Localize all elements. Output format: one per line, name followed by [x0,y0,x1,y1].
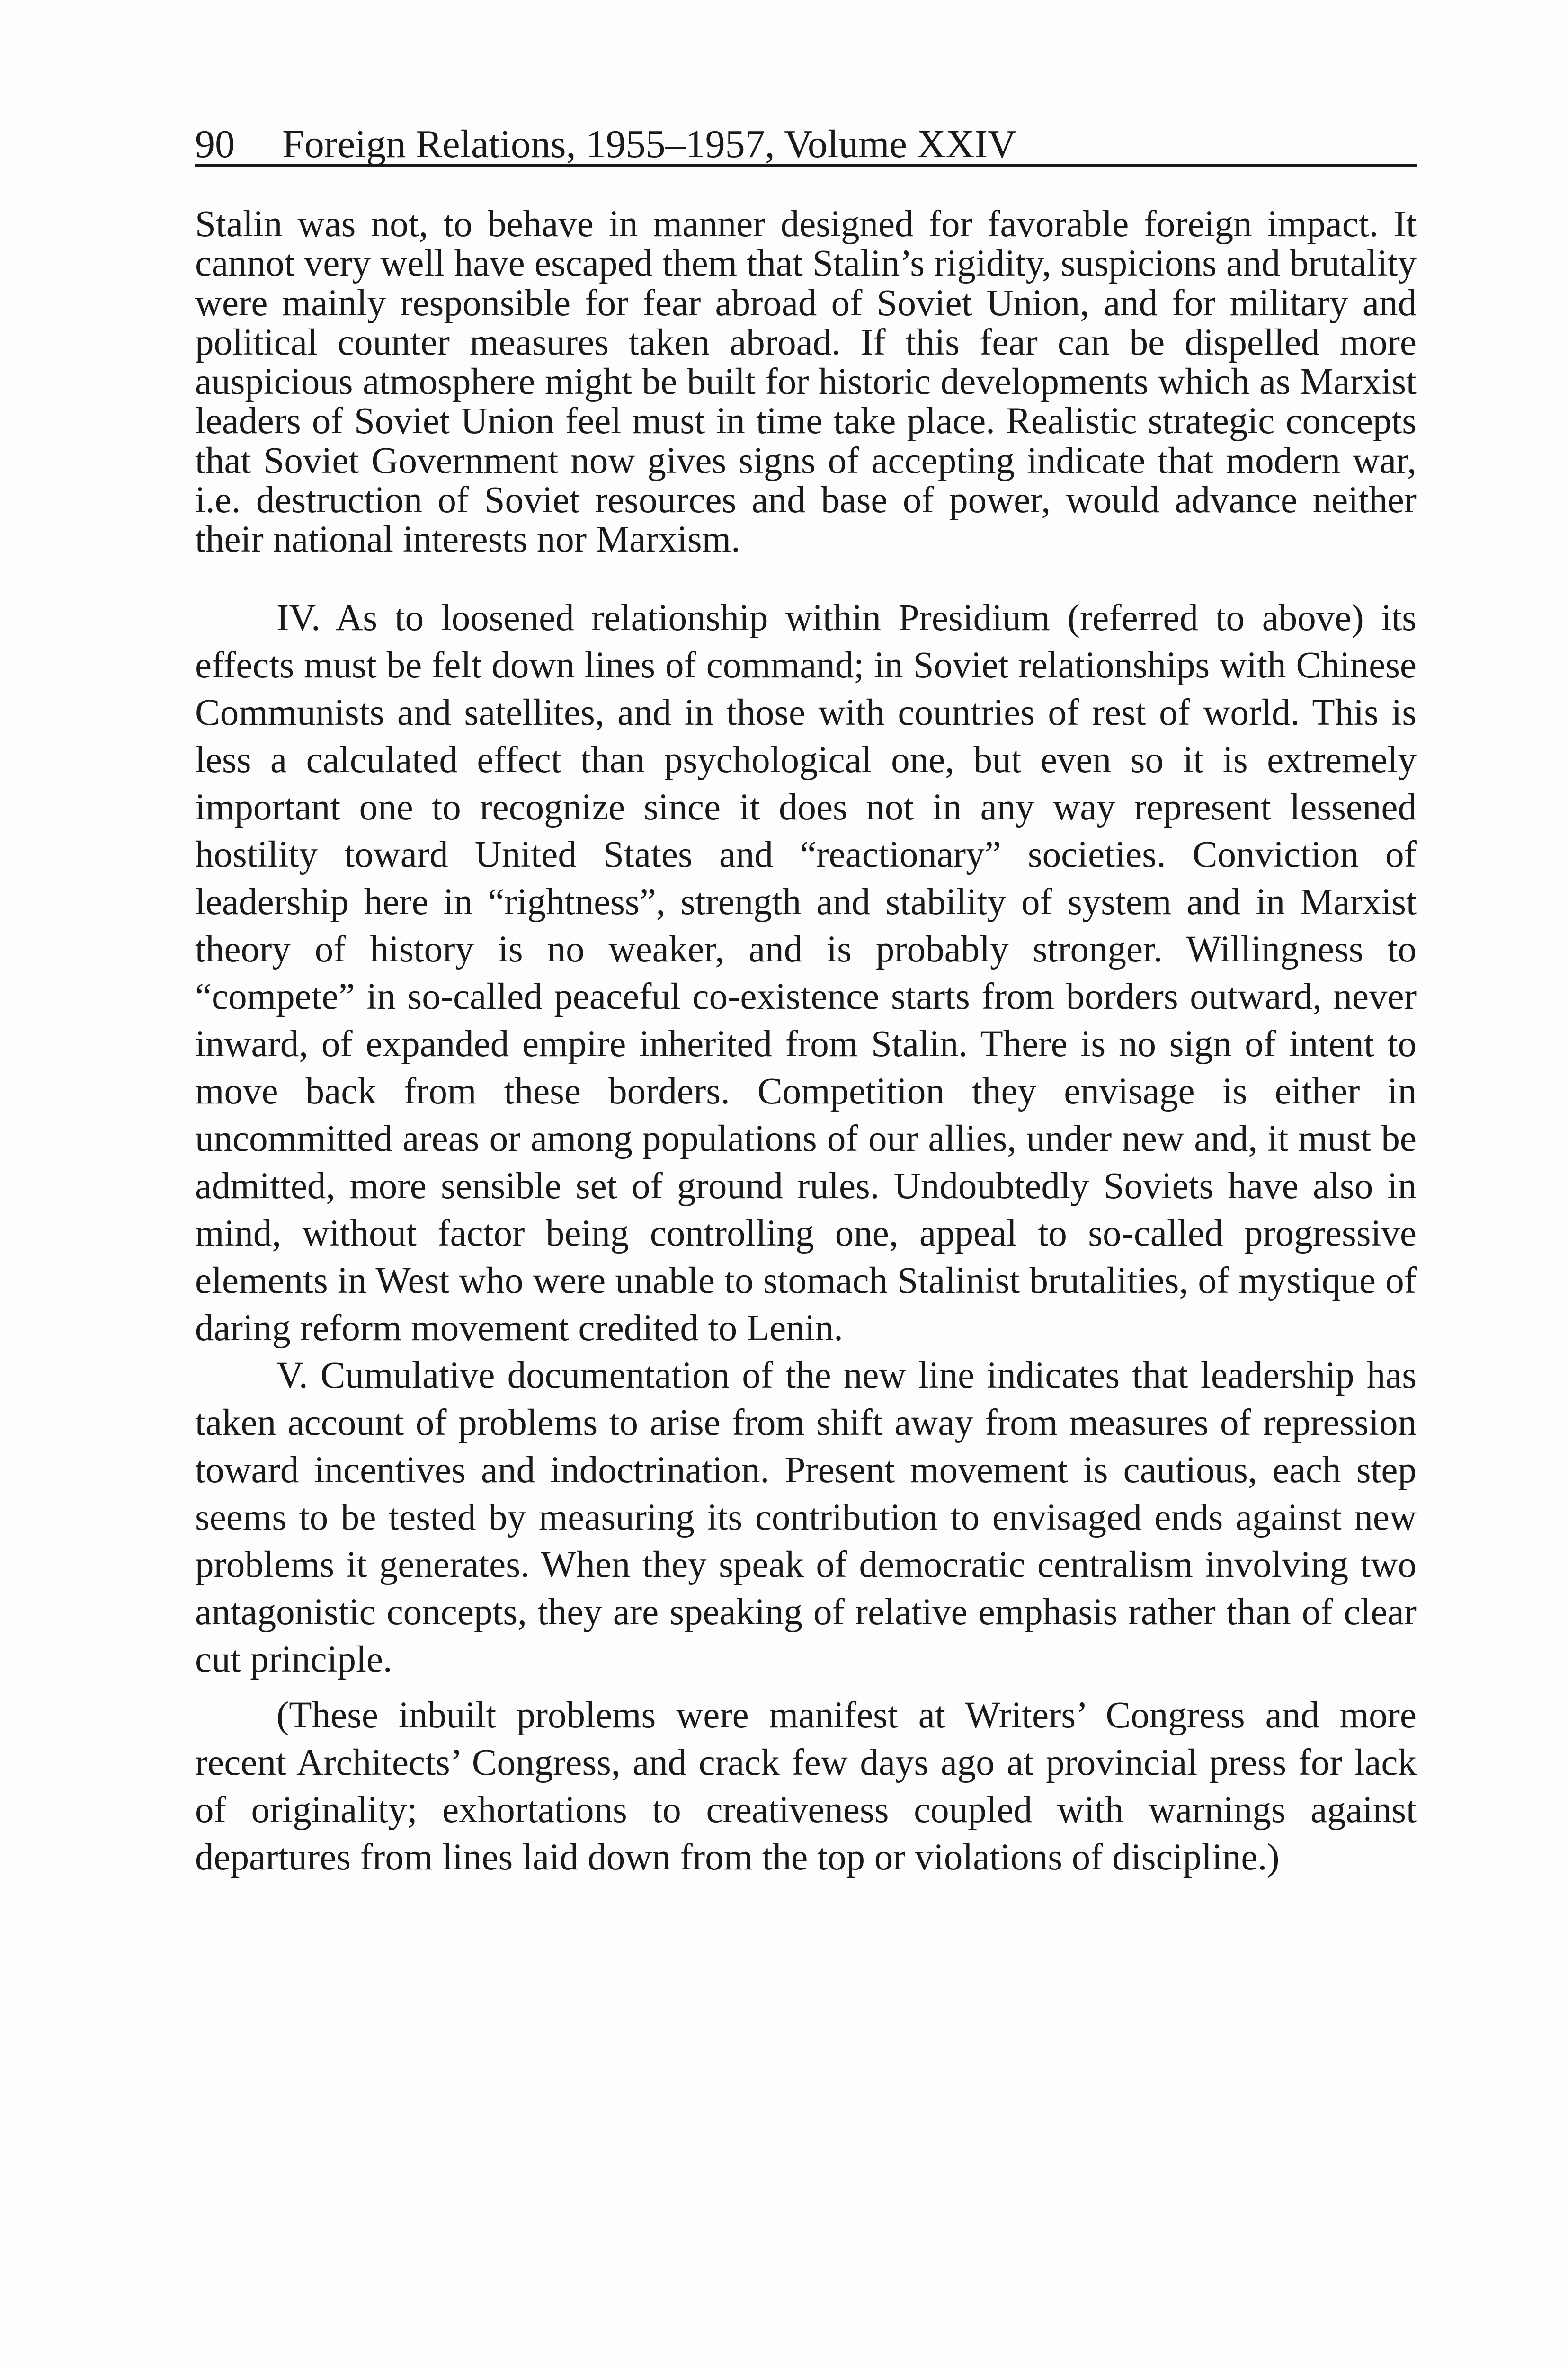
running-header [195,122,1417,167]
paragraph-parenthetical: (These inbuilt problems were manifest at Writers’ Congress and more recent Architects’ Congress, and crack few days ago at provincial press for lack of originality; exhortations to creativeness coupled with warnings against departures from lines laid down from the top or violations of discipline.) [195,1694,1417,1878]
running-title: Foreign Relations, 1955–1957, Volume XXIV [282,122,1016,166]
body-text [195,205,1417,1881]
paragraph-continuation: Stalin was not, to behave in manner designed for favorable foreign impact. It cannot very well have escaped them that Stalin’s rigidity, suspicions and brutality were mainly responsible for fear abroad of Soviet Union, and for military and political counter measures taken abroad. If this fear can be dispelled more auspicious atmosphere might be built for historic developments which as Marxist leaders of Soviet Union feel must in time take place. Realistic strategic concepts that Soviet Government now gives signs of accepting indicate that modern war, i.e. destruction of Soviet resources and base of power, would advance neither their national interests nor Marxism. [195,204,1417,561]
paragraph-section-v: V. Cumulative documentation of the new line indicates that leadership has taken account of problems to arise from shift away from measures of repression toward incentives and indoctrination. Present movement is cautious, each step seems to be tested by measuring its contribution to envisaged ends against new problems it generates. When they speak of democratic centralism involving two antagonistic concepts, they are speaking of relative emphasis rather than of clear cut principle. [195,1354,1417,1680]
paragraph-section-iv: IV. As to loosened relationship within Presidium (referred to above) its effects must be felt down lines of command; in Soviet relationships with Chinese Communists and satellites, and in those with countries of rest of world. This is less a calculated effect than psychological one, but even so it is extremely important one to recognize since it does not in any way represent lessened hostility toward United States and “reactionary” societies. Conviction of leadership here in “rightness”, strength and stability of system and in Marxist theory of history is no weaker, and is probably stronger. Willingness to “compete” in so-called peaceful co-existence starts from borders outward, never inward, of expanded empire inherited from Stalin. There is no sign of intent to move back from these borders. Competition they envisage is either in uncommitted areas or among populations of our allies, under new and, it must be admitted, more sensible set of ground rules. Undoubtedly Soviets have also in mind, without factor being controlling one, appeal to so-called progressive elements in West who were unable to stomach Stalinist brutalities, of mystique of daring reform movement credited to Lenin. [195,597,1417,1349]
page-number: 90 [195,122,235,166]
